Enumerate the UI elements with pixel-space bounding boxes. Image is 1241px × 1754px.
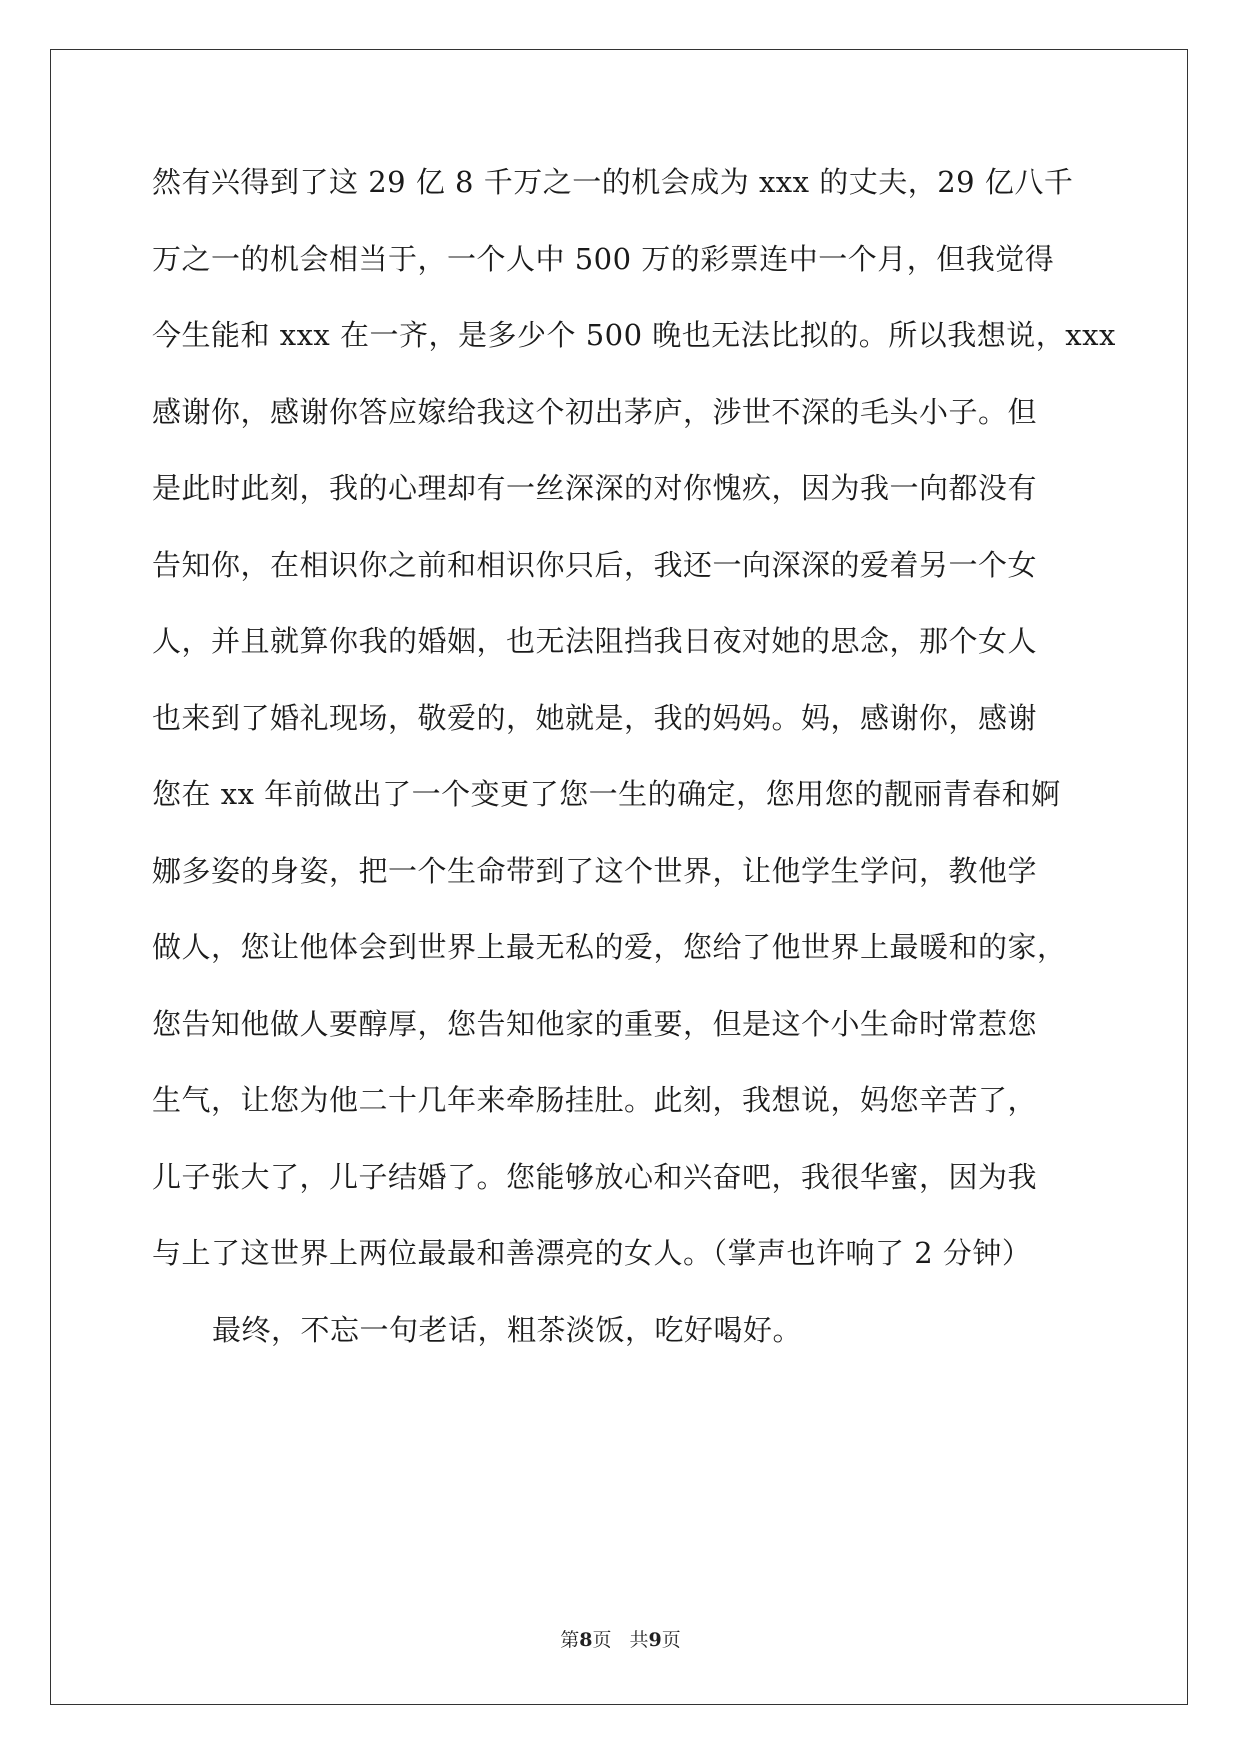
body-line-11: 做人，您让他体会到世界上最无私的爱，您给了他世界上最暖和的家， [152, 930, 1067, 964]
page-suffix: 页 [592, 1629, 612, 1651]
body-line-4: 感谢你，感谢你答应嫁给我这个初出茅庐，涉世不深的毛头小子。但 [152, 394, 1038, 429]
body-line-14: 儿子张大了，儿子结婚了。您能够放心和兴奋吧，我很华蜜，因为我 [152, 1159, 1038, 1194]
body-line-15: 与上了这世界上两位最最和善漂亮的女人。（掌声也许响了 2 分钟） [152, 1236, 1032, 1270]
body-line-10: 娜多姿的身姿，把一个生命带到了这个世界，让他学生学问，教他学 [152, 853, 1038, 888]
total-pages: 9 [648, 1629, 662, 1651]
body-line-2: 万之一的机会相当于，一个人中 500 万的彩票连中一个月，但我觉得 [152, 241, 1055, 276]
body-line-1: 然有兴得到了这 29 亿 8 千万之一的机会成为 xxx 的丈夫，29 亿八千 [152, 165, 1074, 199]
page-prefix: 第 [560, 1629, 580, 1651]
body-line-8: 也来到了婚礼现场，敬爱的，她就是，我的妈妈。妈，感谢你，感谢 [152, 700, 1038, 735]
page-number: 8 [579, 1629, 593, 1651]
total-suffix: 页 [661, 1629, 681, 1651]
body-line-6: 告知你，在相识你之前和相识你只后，我还一向深深的爱着另一个女 [152, 547, 1038, 582]
closing-paragraph: 最终，不忘一句老话，粗茶淡饭，吃好喝好。 [212, 1312, 803, 1347]
body-line-12: 您告知他做人要醇厚，您告知他家的重要，但是这个小生命时常惹您 [152, 1006, 1038, 1041]
page-footer [0, 1628, 1241, 1652]
total-prefix: 共 [629, 1629, 649, 1651]
body-line-7: 人，并且就算你我的婚姻，也无法阻挡我日夜对她的思念，那个女人 [152, 624, 1038, 658]
body-line-13: 生气，让您为他二十几年来牵肠挂肚。此刻，我想说，妈您辛苦了， [152, 1083, 1038, 1117]
body-line-5: 是此时此刻，我的心理却有一丝深深的对你愧疚，因为我一向都没有 [152, 471, 1038, 505]
body-line-9: 您在 xx 年前做出了一个变更了您一生的确定，您用您的靓丽青春和婀 [152, 777, 1061, 811]
document-body [152, 163, 1116, 1387]
body-line-3: 今生能和 xxx 在一齐，是多少个 500 晚也无法比拟的。所以我想说，xxx [152, 318, 1116, 352]
